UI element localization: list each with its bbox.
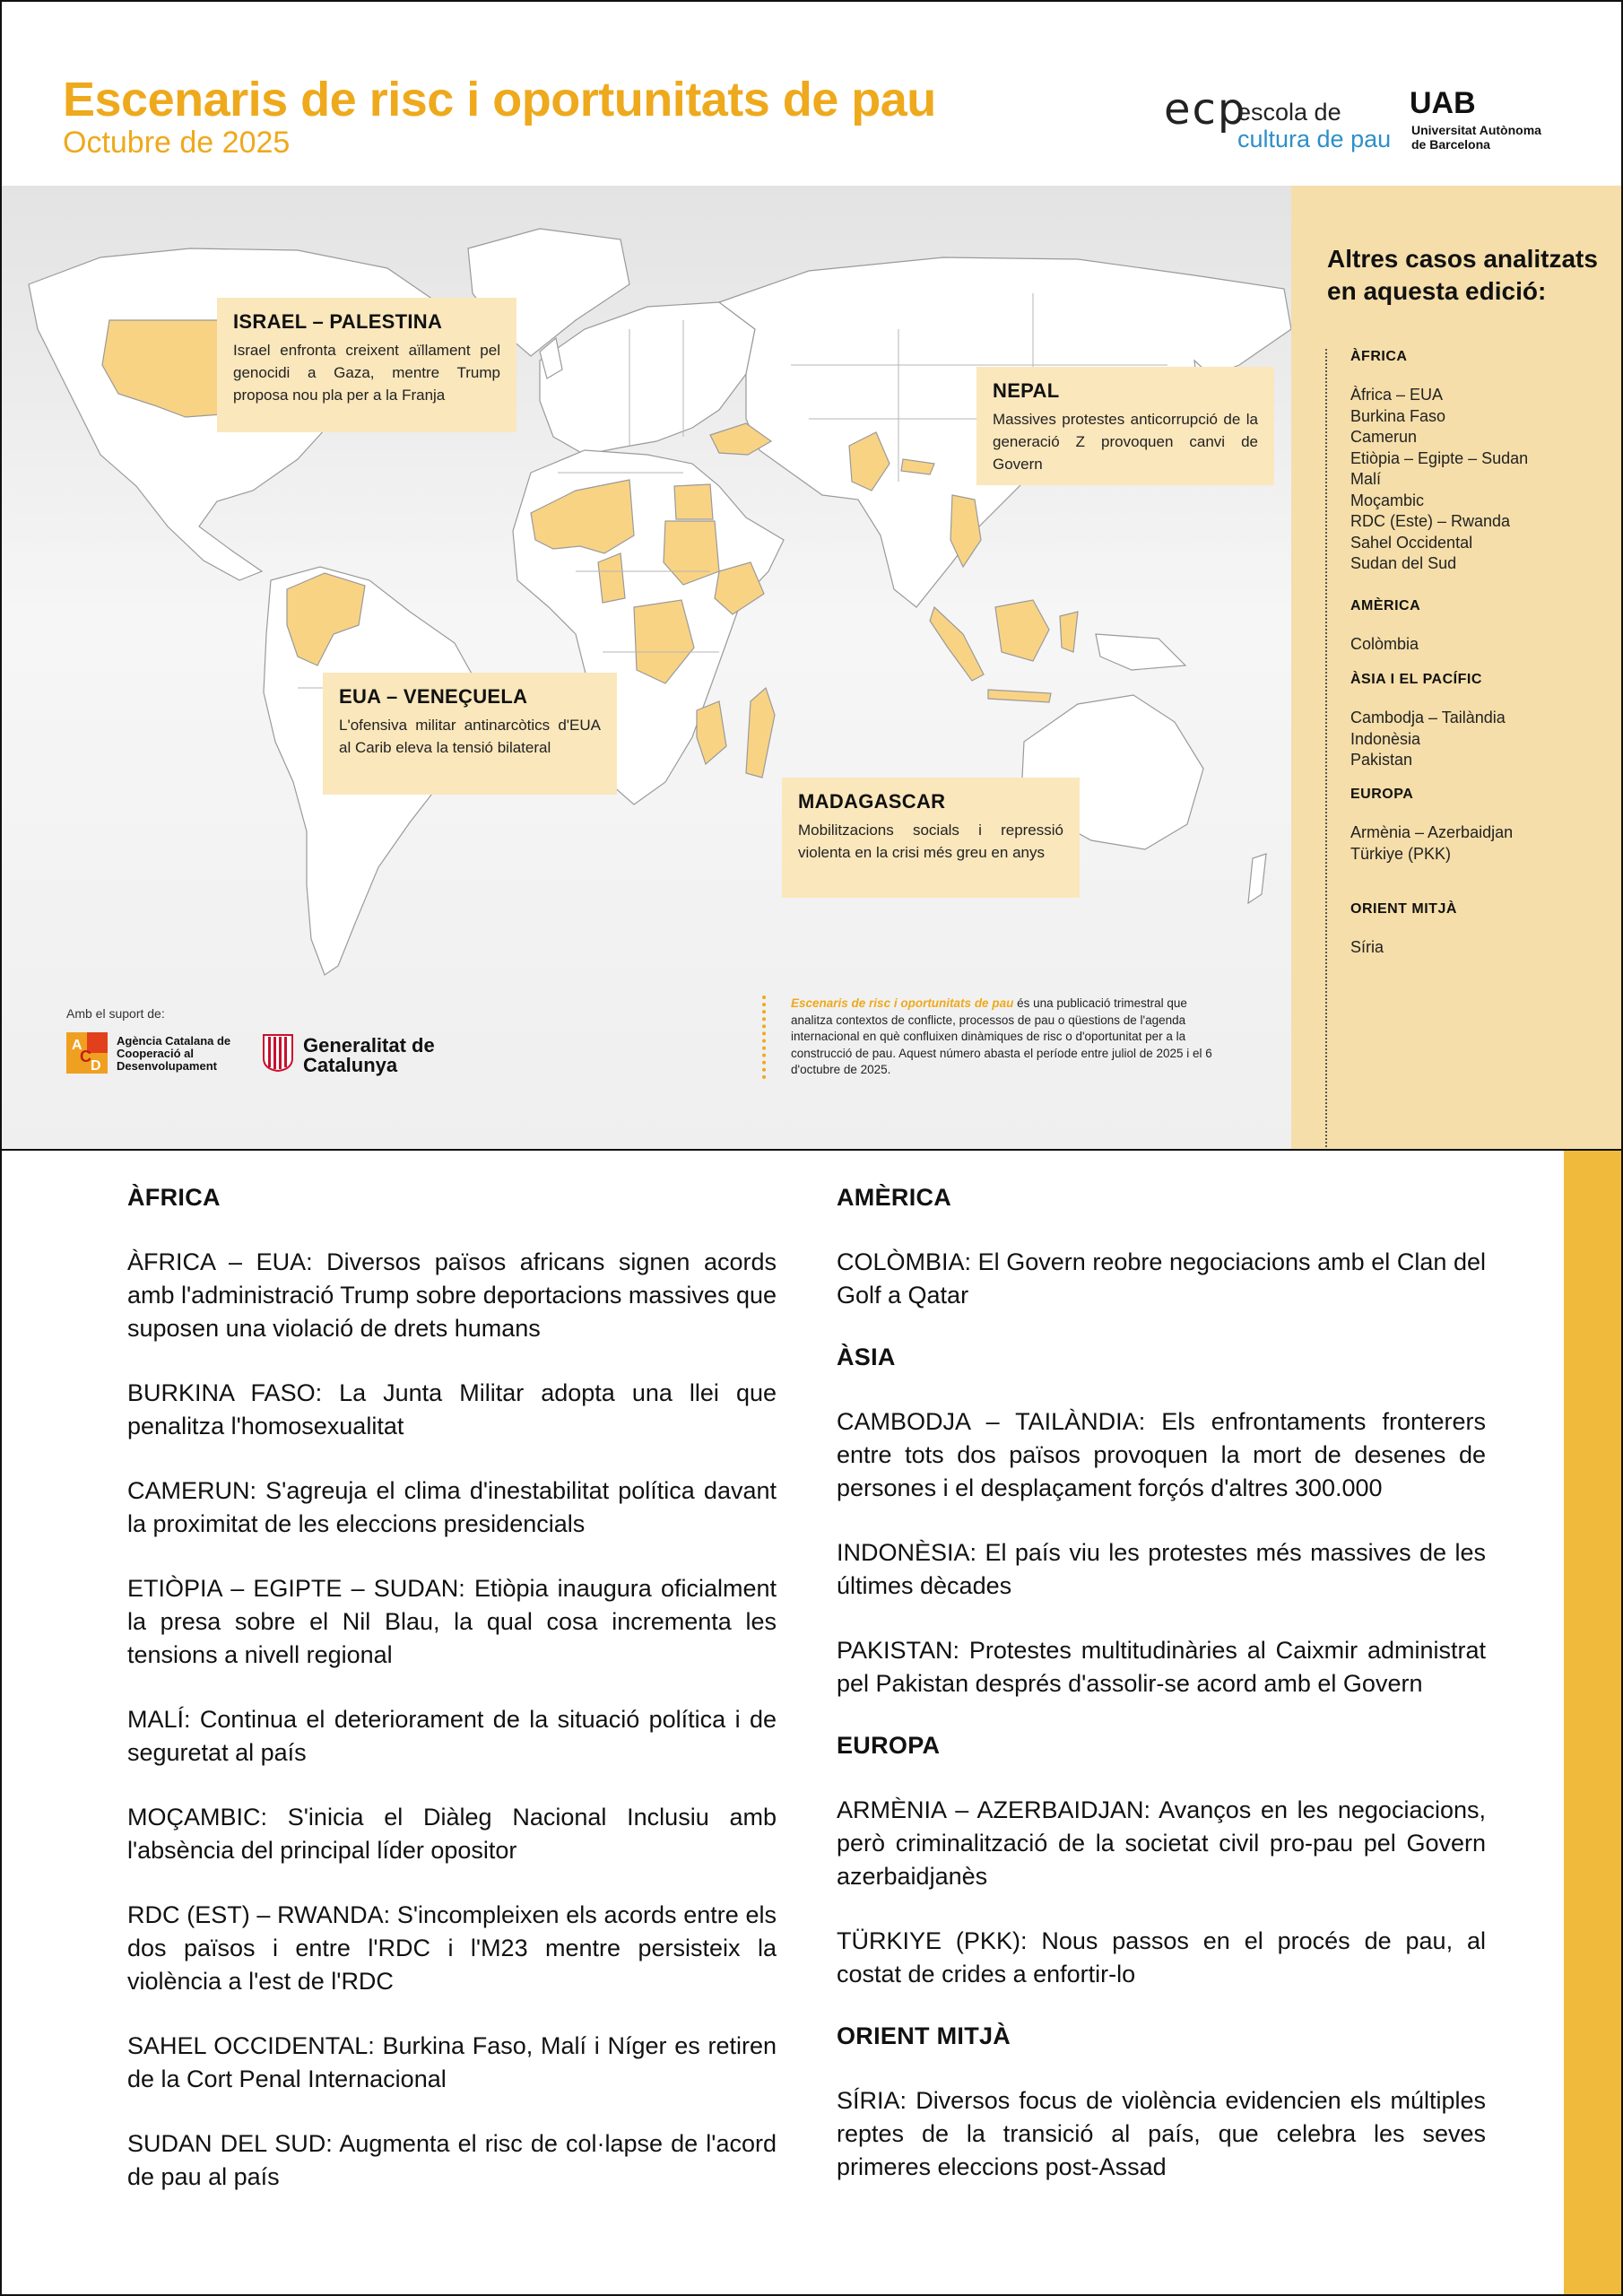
side-list-item: Síria [1350, 938, 1384, 956]
svg-text:C: C [80, 1048, 91, 1065]
uab-name-line2: de Barcelona [1411, 137, 1490, 152]
side-section-heading: ÀFRICA [1350, 349, 1408, 364]
case-entry: PAKISTAN: Protestes multitudinàries al Caixmir administrat pel Pakistan després d'assolir-se acord amb el Govern [837, 1637, 1486, 1697]
side-list-item: Pakistan [1350, 751, 1413, 769]
side-section-africa [1350, 349, 1610, 575]
case-entry: RDC (EST) – RWANDA: S'incompleixen els acords entre els dos països i entre l'RDC i l'M23 mentre persisteix la violència a l'est de l'RDC [127, 1901, 777, 1995]
svg-text:A: A [72, 1038, 82, 1053]
publication-note [762, 996, 1221, 1079]
side-list-item: RDC (Este) – Rwanda [1350, 512, 1511, 530]
side-section-orient [1350, 901, 1610, 959]
side-list-item: Etiòpia – Egipte – Sudan [1350, 448, 1529, 467]
callout-eua-venezuela [323, 673, 617, 795]
page-title: Escenaris de risc i oportunitats de pau [63, 73, 936, 126]
header [2, 2, 1621, 186]
generalitat-name: Generalitat de Catalunya [303, 1034, 435, 1076]
region-heading: ORIENT MITJÀ [837, 2022, 1011, 2049]
callout-title: ISRAEL – PALESTINA [233, 310, 443, 333]
callout-text: Mobilitzacions socials i repressió violenta en la crisi més greu en anys [798, 822, 1063, 861]
side-list-item: Sudan del Sud [1350, 554, 1457, 572]
side-section-europa [1350, 787, 1610, 865]
side-section-heading: EUROPA [1350, 787, 1414, 802]
borneo-land [995, 600, 1049, 661]
side-list-item: Cambodja – Tailàndia [1350, 709, 1506, 726]
callout-text: Massives protestes anticorrupció de la generació Z provoquen canvi de Govern [993, 411, 1258, 473]
madagascar-land [746, 688, 775, 778]
case-entry: CAMBODJA – TAILÀNDIA: Els enfrontaments fronterers entre tots dos països provoquen la mort de desenes de persones i el desplaçament forçós d'altres 300.000 [837, 1408, 1486, 1501]
sumatra-land [930, 607, 984, 681]
note-title: Escenaris de risc i oportunitats de pau [791, 996, 1014, 1010]
papua-land [1096, 634, 1185, 670]
case-entry: INDONÈSIA: El país viu les protestes més massives de les últimes dècades [837, 1539, 1486, 1599]
side-list-item: Moçambic [1350, 491, 1425, 509]
ecp-logo: ecp [1164, 84, 1247, 135]
decorative-bar [1564, 1151, 1621, 2294]
callout-title: EUA – VENEÇUELA [339, 685, 528, 708]
uab-name-line1: Universitat Autònoma [1411, 123, 1541, 137]
uab-logo: UAB [1410, 86, 1476, 120]
case-entry: MALÍ: Continua el deteriorament de la situació política i de seguretat al país [127, 1706, 777, 1766]
side-section-heading: ÀSIA I EL PACÍFIC [1350, 672, 1482, 687]
generalitat-logo-icon [262, 1033, 294, 1073]
side-list-item: Sahel Occidental [1350, 533, 1473, 552]
case-entry: SUDAN DEL SUD: Augmenta el risc de col·lapse de l'acord de pau al país [127, 2130, 777, 2190]
acd-name: Agència Catalana de Cooperació al Desenvolupament [117, 1034, 231, 1073]
case-entry: SÍRIA: Diversos focus de violència evidencien els múltiples reptes de la transició al país, que celebra les seves primeres eleccions post-Assad [837, 2087, 1486, 2180]
support-label: Amb el suport de: [66, 1006, 165, 1021]
case-entry: TÜRKIYE (PKK): Nous passos en el procés de pau, al costat de crides a enfortir-lo [837, 1927, 1486, 1987]
new-zealand-land [1248, 854, 1266, 903]
callout-israel-palestina [217, 298, 516, 432]
side-section-america [1350, 598, 1610, 656]
region-heading: ÀFRICA [127, 1184, 221, 1211]
callout-title: MADAGASCAR [798, 790, 946, 813]
edition-date: Octubre de 2025 [63, 126, 291, 160]
acd-logo-icon [66, 1032, 108, 1074]
case-entry: SAHEL OCCIDENTAL: Burkina Faso, Malí i Níger es retiren de la Cort Penal Internacional [127, 2032, 777, 2092]
case-entry: ÀFRICA – EUA: Diversos països africans signen acords amb l'administració Trump sobre deportacions massives que suposen una violació de drets humans [127, 1248, 777, 1342]
side-list-item: Àfrica – EUA [1350, 386, 1444, 404]
side-list-item: Malí [1350, 470, 1382, 488]
side-list-item: Colòmbia [1350, 635, 1419, 653]
case-entry: BURKINA FASO: La Junta Militar adopta una llei que penalitza l'homosexualitat [127, 1379, 777, 1439]
cameroon-highlight [598, 553, 625, 603]
ecp-name-line1: escola de [1237, 99, 1341, 126]
details-column-left [127, 1184, 777, 2225]
ecp-name-line2: cultura de pau [1237, 126, 1392, 152]
side-list-item: Türkiye (PKK) [1350, 844, 1452, 863]
side-list-item: Indonèsia [1350, 729, 1421, 748]
note-text: és una publicació trimestral que analitza contextos de conflicte, processos de pau o qüestions de l'agenda internacional en què confluixen dinàmiques de risc o d'oportunitat per a la construcció de pau. Aquest número abasta el període entre juliol de 2025 i el 6 d'octubre de 2025. [791, 996, 1212, 1076]
case-entry: MOÇAMBIC: S'inicia el Diàleg Nacional Inclusiu amb l'absència del principal líder opositor [127, 1804, 777, 1864]
callout-title: NEPAL [993, 379, 1060, 402]
dotted-rule [1325, 349, 1327, 1147]
case-entry: CAMERUN: S'agreuja el clima d'inestabilitat política davant la proximitat de les eleccions presidencials [127, 1477, 777, 1537]
side-section-heading: AMÈRICA [1350, 598, 1421, 613]
world-map-area [2, 186, 1291, 1149]
side-section-heading: ORIENT MITJÀ [1350, 901, 1457, 917]
region-heading: AMÈRICA [837, 1184, 952, 1211]
details-column-right [837, 1184, 1486, 2215]
case-entry: ETIÒPIA – EGIPTE – SUDAN: Etiòpia inaugura oficialment la presa sobre el Nil Blau, la qual cosa incrementa les tensions a nivell regional [127, 1575, 777, 1668]
other-cases-title: Altres casos analitzats en aquesta edició: [1327, 245, 1598, 305]
callout-madagascar [782, 778, 1080, 898]
callout-text: L'ofensiva militar antinarcòtics d'EUA al Carib eleva la tensió bilateral [339, 717, 601, 756]
case-entry: COLÒMBIA: El Govern reobre negociacions amb el Clan del Golf a Qatar [837, 1248, 1486, 1309]
side-list-item: Burkina Faso [1350, 406, 1446, 425]
mozambique-highlight [697, 701, 726, 764]
callout-text: Israel enfronta creixent aïllament pel genocidi a Gaza, mentre Trump proposa nou pla per a la Franja [233, 342, 500, 404]
side-section-asia [1350, 672, 1610, 771]
side-list-item: Camerun [1350, 428, 1418, 446]
other-cases-panel [1291, 186, 1621, 1149]
case-entry: ARMÈNIA – AZERBAIDJAN: Avanços en les negociacions, però criminalització de la societat civil pro-pau pel Govern azerbaidjanès [837, 1796, 1486, 1890]
svg-text:D: D [91, 1058, 101, 1074]
callout-nepal [976, 367, 1274, 485]
region-heading: EUROPA [837, 1732, 941, 1759]
java-land [988, 690, 1051, 702]
egypt-highlight [674, 484, 713, 519]
side-list-item: Armènia – Azerbaidjan [1350, 823, 1514, 841]
sulawesi-land [1060, 612, 1078, 652]
region-heading: ÀSIA [837, 1344, 896, 1370]
